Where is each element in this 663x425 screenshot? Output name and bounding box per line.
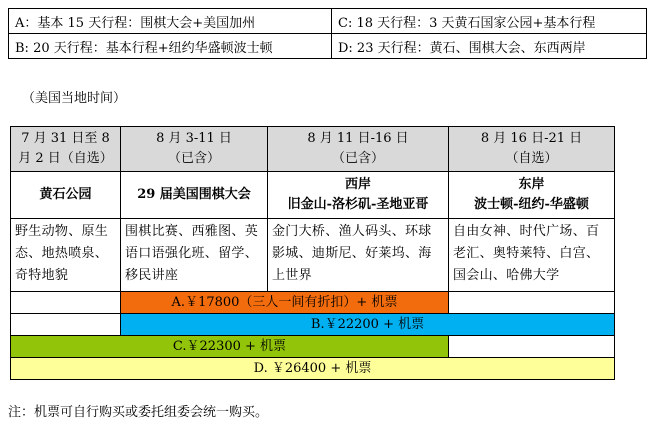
destination-name: 东岸	[518, 177, 545, 192]
date-cell-yellowstone	[11, 127, 121, 172]
date-cell-west-coast	[268, 127, 449, 172]
plan-b-row	[11, 314, 615, 336]
local-time-note: （美国当地时间）	[22, 91, 127, 106]
plan-b-bar: B.￥22200 + 机票	[121, 314, 615, 336]
plan-a-empty	[11, 292, 121, 314]
date-line: 8 月 11 日-16 日	[307, 131, 409, 146]
description-row	[11, 219, 615, 292]
plan-b-empty	[11, 314, 121, 336]
description-west-coast: 金门大桥、渔人码头、环球影城、迪斯尼、好莱坞、海上世界	[268, 219, 449, 292]
option-c: C: 18 天行程：3 天黄石国家公园+基本行程	[332, 9, 647, 34]
date-line: （已含）	[167, 151, 220, 166]
date-cell-east-coast	[449, 127, 615, 172]
destination-row	[11, 172, 615, 219]
date-line: 7 月 31 日至 8	[21, 131, 110, 146]
date-line: （已含）	[331, 151, 384, 166]
plan-c-bar: C.￥22300 + 机票	[11, 336, 449, 358]
date-cell-go-congress	[121, 127, 268, 172]
date-line: 月 2 日（自选）	[18, 151, 113, 166]
option-b: B: 20 天行程：基本行程+纽约华盛顿波士顿	[9, 34, 332, 59]
destination-cities: 旧金山-洛杉矶-圣地亚哥	[287, 197, 429, 212]
plan-a-empty-right	[449, 292, 615, 314]
date-line: 8 月 16 日-21 日	[480, 131, 583, 146]
destination-go-congress	[121, 172, 268, 219]
date-header-row	[11, 127, 615, 172]
plan-c-empty	[449, 336, 615, 358]
option-d: D: 23 天行程：黄石、围棋大会、东西两岸	[332, 34, 647, 59]
destination-name: 黄石公园	[39, 187, 92, 202]
date-line: 8 月 3-11 日	[156, 131, 232, 146]
itinerary-options-table	[8, 8, 647, 59]
destination-cities: 波士顿-纽约-华盛顿	[474, 197, 589, 212]
destination-west-coast	[268, 172, 449, 219]
description-go-congress: 围棋比赛、西雅图、英语口语强化班、留学、移民讲座	[121, 219, 268, 292]
plan-a-bar: A.￥17800（三人一间有折扣）+ 机票	[121, 292, 449, 314]
footnote: 注：机票可自行购买或委托组委会统一购买。	[8, 405, 269, 420]
plan-d-bar: D. ￥26400 + 机票	[11, 358, 615, 380]
description-yellowstone: 野生动物、原生态、地热喷泉、奇特地貌	[11, 219, 121, 292]
destination-name: 西岸	[344, 177, 371, 192]
plan-a-row	[11, 292, 615, 314]
plan-d-row	[11, 358, 615, 380]
option-a: A：基本 15 天行程：围棋大会+美国加州	[9, 9, 332, 34]
date-line: （自选）	[505, 151, 558, 166]
destination-east-coast	[449, 172, 615, 219]
plan-c-row	[11, 336, 615, 358]
description-east-coast: 自由女神、时代广场、百老汇、奥特莱特、白宫、国会山、哈佛大学	[449, 219, 615, 292]
destination-name: 29 届美国围棋大会	[137, 187, 251, 202]
schedule-table	[10, 126, 615, 380]
destination-yellowstone	[11, 172, 121, 219]
